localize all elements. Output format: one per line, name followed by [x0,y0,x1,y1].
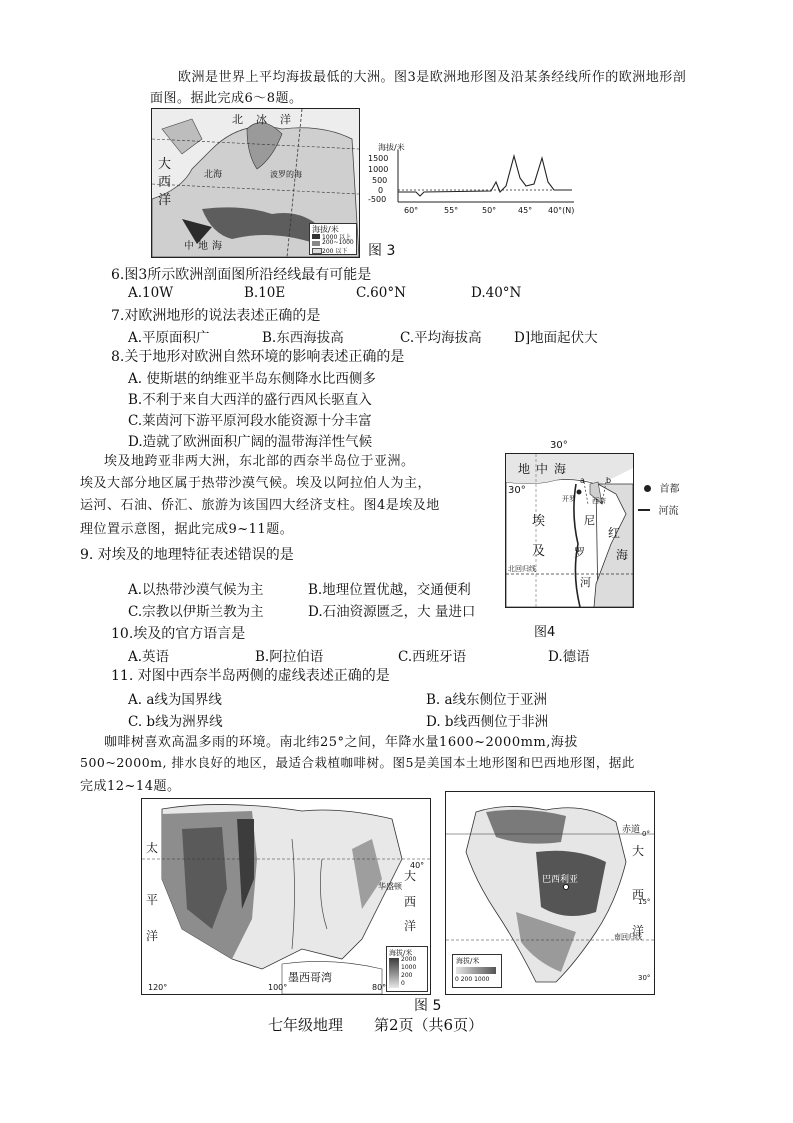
fig3-xtick-55: 55° [444,206,459,215]
fig5-usa-legend-0: 0 [401,980,405,987]
q7-option-c[interactable]: C.平均海拔高 [400,330,482,346]
intro2-line4: 理位置示意图，据此完成9~11题。 [80,522,294,537]
fig5-usa-legend-200: 200 [401,972,413,979]
fig5-brazil-lat0: 0° [642,830,650,838]
q9-stem: 9. 对埃及的地理特征表述错误的是 [80,547,294,563]
fig3-xtick-40: 40°(N) [548,206,575,215]
intro2-line2: 埃及大部分地区属于热带沙漠气候。埃及以阿拉伯人为主， [80,476,432,491]
fig3-legend-title: 海拔/米 [312,225,339,234]
fig3-label-xi: 西 [158,175,172,190]
q10-stem: 10.埃及的官方语言是 [111,626,246,642]
fig3-legend-swatch-low [312,248,322,254]
q7-option-d[interactable]: D]地面起伏大 [514,330,598,346]
intro3-line2: 500~2000m, 排水良好的地区，最适合栽植咖啡树。图5是美国本土地形图和巴西地形图，据此 [80,755,635,770]
q6-option-a[interactable]: A.10W [128,285,174,301]
q6-option-b[interactable]: B.10E [244,285,286,301]
fig3-europe-map [151,108,360,258]
fig5-usa-lat40: 40° [410,861,425,870]
fig4-legend-capital [644,480,679,496]
q10-option-c[interactable]: C.西班牙语 [398,649,467,665]
fig3-label-bei: 北 [232,113,243,126]
fig4-label-ai: 埃 [532,514,546,529]
fig3-label-da: 大 [158,157,172,172]
q11-option-a[interactable]: A. a线为国界线 [128,692,222,708]
fig5-brazil-label-da: 大 [632,844,645,858]
fig3-label-baltic: 波罗的海 [270,170,302,179]
fig3-legend [309,223,357,255]
q10-option-b[interactable]: B.阿拉伯语 [255,649,324,665]
fig5-brazil-legend-title: 海拔/米 [456,957,480,965]
q7-option-a[interactable]: A.平原面积广 [128,330,210,346]
fig3-label-yang2: 洋 [158,193,172,208]
q9-option-d[interactable]: D.石油资源匮乏，大 量进口 [308,604,476,620]
fig5-brazil-map [445,791,655,995]
q11-option-d[interactable]: D. b线西侧位于非洲 [426,714,549,730]
intro1-line2: 面图。据此完成6～8题。 [150,91,303,106]
fig5-usa-label-gulf: 墨西哥湾 [288,971,332,984]
fig5-brazil-legend [452,954,502,988]
fig3-ytick-500: 500 [372,176,388,185]
fig3-legend-swatch-high [312,234,320,239]
q11-option-b[interactable]: B. a线东侧位于亚洲 [426,692,548,708]
intro3-line3: 完成12~14题。 [80,779,181,794]
fig3-xtick-50: 50° [482,206,497,215]
fig4-label-hong: 红 [608,526,621,540]
fig4-label-luo: 罗 [574,546,585,559]
intro2-line1: 埃及地跨亚非两大洲，东北部的西奈半岛位于亚洲。 [104,454,415,469]
fig3-legend-item-1: 1000 以上 [322,234,352,241]
fig3-caption: 图 3 [368,243,396,259]
fig5-usa-legend-2000: 2000 [401,956,417,963]
fig4-label-di: 地 [518,462,531,476]
fig3-profile-plot [396,148,576,204]
fig3-ytick-neg500: -500 [368,195,387,204]
fig4-lat-left: 30° [508,485,526,496]
fig5-usa-label-yang: 洋 [146,929,159,943]
fig5-usa-lon100: 100° [268,983,288,992]
fig4-label-tropic: 北回归线 [508,565,536,573]
q8-stem: 8.关于地形对欧洲自然环境的影响表述正确的是 [111,349,405,365]
fig5-caption: 图 5 [414,998,442,1014]
fig4-legend-capital-label: 首都 [659,484,680,495]
q8-option-b[interactable]: B.不利于来自大西洋的盛行西风长驱直入 [128,392,372,408]
fig3-label-hai: 海 [212,241,222,252]
fig3-label-di: 地 [198,241,208,252]
q11-option-c[interactable]: C. b线为洲界线 [128,714,223,730]
fig5-brazil-label-xi: 西 [632,888,645,902]
fig5-brazil-lat15: 15° [638,898,651,906]
fig3-profile [368,142,583,220]
fig3-ytick-1000: 1000 [368,165,389,174]
q7-stem: 7.对欧洲地形的说法表述正确的是 [111,308,321,324]
fig3-ytick-1500: 1500 [368,154,389,163]
fig3-legend-item-3: 200 以下 [322,248,348,255]
fig5-brazil-label-yang: 洋 [632,924,645,938]
fig4-label-he: 河 [580,576,591,589]
fig4-label-zhong: 中 [536,462,549,476]
q9-option-b[interactable]: B.地理位置优越，交通便利 [308,582,471,598]
fig5-usa-lon120: 120° [148,983,168,992]
fig5-brazil-legend-bar [456,967,496,974]
fig4-legend-river-label: 河流 [658,506,679,517]
fig5-usa-legend-bar [389,958,399,988]
fig5-usa-lon80: 80° [372,983,387,992]
fig3-label-yang: 洋 [280,113,291,126]
fig4-label-a: a [580,476,585,485]
fig5-usa-label-ping: 平 [146,893,159,907]
fig5-usa-label-washington: 华盛顿 [378,882,402,891]
q9-option-a[interactable]: A.以热带沙漠气候为主 [128,582,264,598]
fig5-usa-legend [386,946,428,992]
fig3-label-bing: 冰 [256,113,267,126]
footer-subject: 七年级地理 [268,1016,344,1034]
river-line-icon [638,509,650,511]
q10-option-a[interactable]: A.英语 [128,649,170,665]
fig3-ytick-0: 0 [378,186,384,195]
fig4-label-ni: 尼 [584,514,595,527]
fig3-xtick-45: 45° [518,206,533,215]
fig3-label-zhong: 中 [184,241,194,252]
q10-option-d[interactable]: D.德语 [548,649,590,665]
intro1-line1: 欧洲是世界上平均海拔最低的大洲。图3是欧洲地形图及沿某条经线所作的欧洲地形剖 [178,70,687,85]
fig3-legend-item-2: 200~1000 [322,239,354,246]
fig5-usa-label-yang2: 洋 [404,919,417,933]
fig5-brazil-legend-scale: 0 200 1000 [455,976,490,983]
fig4-caption: 图4 [534,625,556,640]
fig5-usa-label-da: 大 [404,869,417,883]
fig4-label-hai: 海 [554,462,567,476]
fig5-brazil-label-brasilia: 巴西利亚 [542,875,579,885]
fig5-usa-label-xi: 西 [404,895,417,909]
q11-stem: 11. 对图中西奈半岛两侧的虚线表述正确的是 [111,668,390,684]
footer-page: 第2页（共6页） [374,1016,484,1034]
fig3-legend-swatch-mid [312,241,320,246]
q9-option-c[interactable]: C.宗教以伊斯兰教为主 [128,604,264,620]
q8-option-c[interactable]: C.莱茵河下游平原河段水能资源十分丰富 [128,413,372,429]
fig4-label-sinai: 西奈 [592,497,606,505]
fig5-brazil-label-equator: 赤道 [622,825,641,835]
fig5-usa-label-tai: 太 [146,841,159,855]
fig4-legend-river [638,502,678,518]
q7-option-b[interactable]: B.东西海拔高 [262,330,344,346]
q8-option-d[interactable]: D.造就了欧洲面积广阔的温带海洋性气候 [128,434,373,450]
fig5-usa-legend-1000: 1000 [401,964,417,971]
fig4-label-ji: 及 [532,544,546,559]
fig4-label-b: b [606,476,612,485]
fig5-brazil-label-tropic: 南回归线 [614,933,642,941]
fig3-profile-ylabel: 海拔/米 [378,143,405,152]
fig5-brazil-lat30: 30° [638,974,651,982]
fig5-usa-legend-title: 海拔/米 [389,949,413,957]
fig3-label-north-sea: 北海 [204,170,223,180]
fig5-usa-map [141,798,431,995]
fig4-lat-top: 30° [550,440,568,451]
intro2-line3: 运河、石油、侨汇、旅游为该国四大经济支柱。图4是埃及地 [80,498,440,513]
q6-stem: 6.图3所示欧洲剖面图所沿经线最有可能是 [111,267,372,283]
fig4-egypt-map [505,453,634,608]
q6-option-c[interactable]: C.60°N [356,285,406,301]
q6-option-d[interactable]: D.40°N [471,285,522,301]
intro3-line1: 咖啡树喜欢高温多雨的环境。南北纬25°之间，年降水量1600~2000mm,海拔 [104,735,578,750]
fig4-label-cairo: 开罗 [562,495,576,503]
capital-dot-icon [644,485,651,492]
fig3-xtick-60: 60° [404,206,419,215]
q8-option-a[interactable]: A. 使斯堪的纳维亚半岛东侧降水比西侧多 [128,371,376,387]
fig4-label-hai2: 海 [616,548,629,562]
